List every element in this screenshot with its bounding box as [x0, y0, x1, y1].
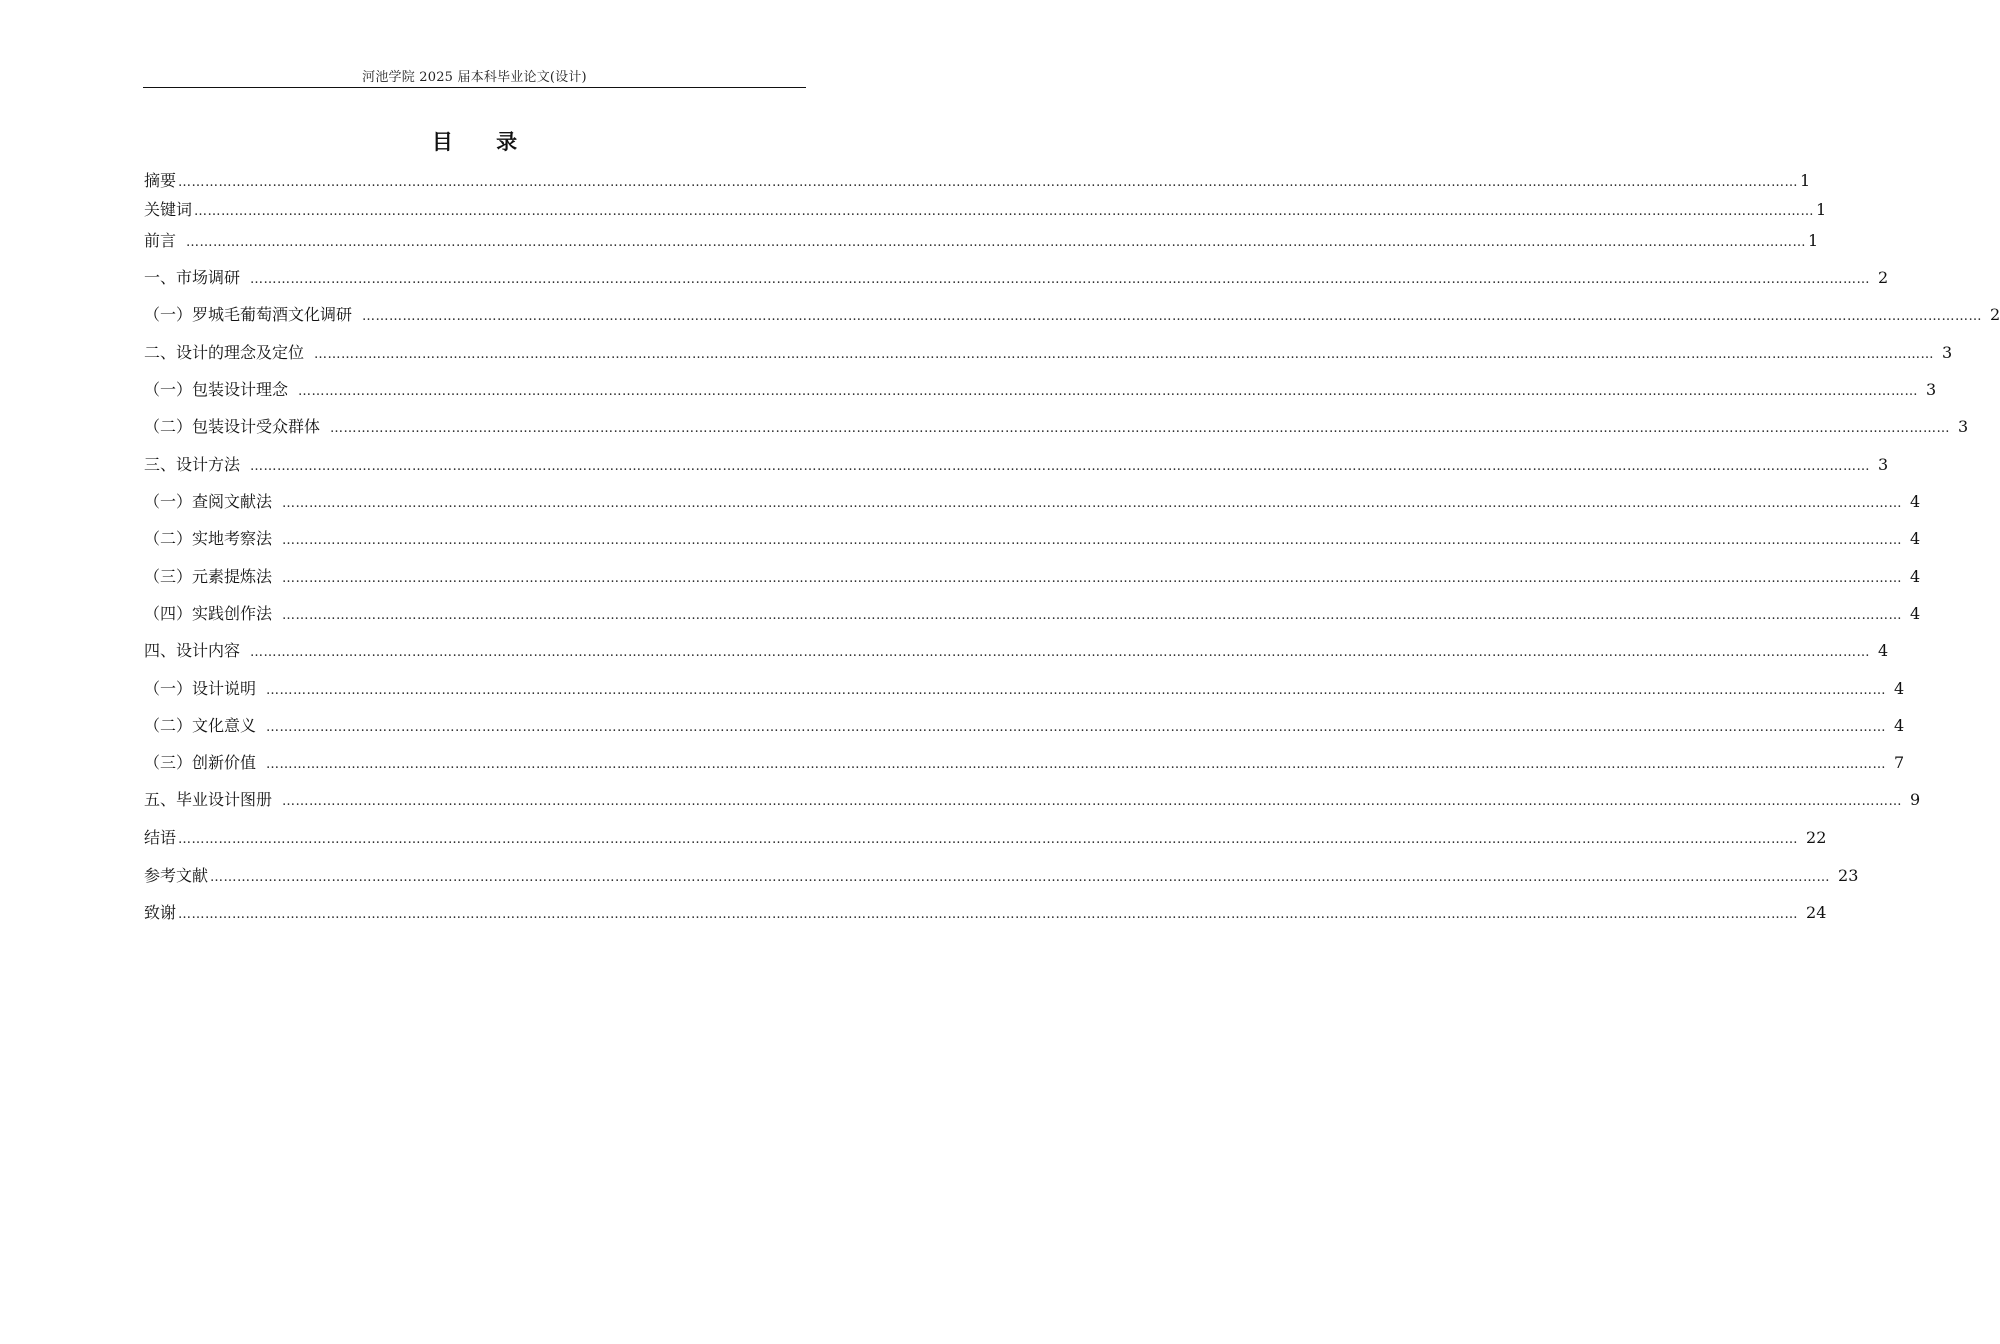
toc-entry[interactable]: [144, 716, 1905, 738]
toc-entry[interactable]: [144, 417, 1969, 439]
toc-entry[interactable]: [144, 604, 1921, 626]
toc-entry-page: 3: [1926, 380, 1937, 399]
toc-entry[interactable]: [144, 380, 1937, 402]
toc-entry-page: 4: [1894, 679, 1905, 698]
toc-entry-label: （一）设计说明: [144, 679, 257, 698]
toc-entry[interactable]: [144, 529, 1921, 551]
toc-entry-label: 摘要: [144, 171, 177, 190]
toc-entry-label: （二）文化意义: [144, 716, 257, 735]
toc-entry-leader: ………………………………………………………………………………………………………………………………………………………………………………………………………………………………………………………………………………………………………………………………: [186, 235, 1807, 250]
toc-entry-leader: ………………………………………………………………………………………………………………………………………………………………………………………………………………………………………………………………………………………………………………………………: [282, 571, 1903, 586]
toc-entry[interactable]: [144, 455, 1889, 477]
toc-entry-page: 4: [1910, 604, 1921, 623]
toc-entry-label: （二）包装设计受众群体: [144, 417, 321, 436]
toc-entry-leader: ………………………………………………………………………………………………………………………………………………………………………………………………………………………………………………………………………………………………………………………………: [362, 309, 1983, 324]
toc-entry-label: 四、设计内容: [144, 641, 241, 660]
toc-entry-page: 4: [1894, 716, 1905, 735]
page-header: 河池学院 2025 届本科毕业论文(设计): [362, 70, 587, 85]
toc-entry-leader: ………………………………………………………………………………………………………………………………………………………………………………………………………………………………………………………………………………………………………………………………: [282, 533, 1903, 548]
toc-entry-page: 4: [1910, 492, 1921, 511]
toc-entry-label: （四）实践创作法: [144, 604, 273, 623]
toc-entry[interactable]: [144, 679, 1905, 701]
toc-entry-page: 7: [1894, 753, 1905, 772]
toc-entry-page: 3: [1878, 455, 1889, 474]
toc-entry-label: 参考文献: [144, 866, 209, 885]
toc-entry[interactable]: [144, 268, 1889, 290]
toc-entry-page: 22: [1806, 828, 1827, 847]
toc-entry-page: 1: [1800, 171, 1811, 190]
toc-entry-page: 24: [1806, 903, 1827, 922]
toc-entry-label: 二、设计的理念及定位: [144, 343, 305, 362]
toc-entry-label: （一）查阅文献法: [144, 492, 273, 511]
toc-entry-leader: ………………………………………………………………………………………………………………………………………………………………………………………………………………………………………………………………………………………………………………………………: [282, 496, 1903, 511]
toc-entry-label: （二）实地考察法: [144, 529, 273, 548]
toc-entry-page: 4: [1878, 641, 1889, 660]
toc-entry-label: （一）罗城毛葡萄酒文化调研: [144, 305, 353, 324]
toc-entry-label: （三）元素提炼法: [144, 567, 273, 586]
toc-entry-leader: ………………………………………………………………………………………………………………………………………………………………………………………………………………………………………………………………………………………………………………………………: [250, 272, 1871, 287]
toc-entry-page: 23: [1838, 866, 1859, 885]
toc-entry[interactable]: [144, 641, 1889, 663]
toc-entry-leader: ………………………………………………………………………………………………………………………………………………………………………………………………………………………………………………………………………………………………………………………………: [282, 608, 1903, 623]
toc-entry-leader: ………………………………………………………………………………………………………………………………………………………………………………………………………………………………………………………………………………………………………………………………: [178, 832, 1799, 847]
toc-entry[interactable]: [144, 231, 1819, 253]
toc-entry-page: 9: [1910, 790, 1921, 809]
toc-entry[interactable]: [144, 492, 1921, 514]
toc-title: 目 录: [431, 130, 536, 154]
toc-entry-label: 关键词: [144, 200, 193, 219]
toc-entry-leader: ………………………………………………………………………………………………………………………………………………………………………………………………………………………………………………………………………………………………………………………………: [298, 384, 1919, 399]
toc-entry-label: 五、毕业设计图册: [144, 790, 273, 809]
toc-entry[interactable]: [144, 866, 1859, 888]
toc-entry-label: 前言: [144, 231, 177, 250]
toc-entry-leader: ………………………………………………………………………………………………………………………………………………………………………………………………………………………………………………………………………………………………………………………………: [330, 421, 1951, 436]
toc-entry-label: 致谢: [144, 903, 177, 922]
toc-entry-page: 3: [1942, 343, 1953, 362]
toc-entry-label: 一、市场调研: [144, 268, 241, 287]
toc-entry-page: 3: [1958, 417, 1969, 436]
toc-entry-page: 4: [1910, 567, 1921, 586]
toc-entry-page: 4: [1910, 529, 1921, 548]
toc-entry-label: （一）包装设计理念: [144, 380, 289, 399]
toc-entry-page: 2: [1990, 305, 2000, 324]
toc-entry-page: 1: [1808, 231, 1819, 250]
toc-entry[interactable]: [144, 200, 1827, 222]
toc-entry-leader: ………………………………………………………………………………………………………………………………………………………………………………………………………………………………………………………………………………………………………………………………: [194, 204, 1815, 219]
toc-entry-label: 三、设计方法: [144, 455, 241, 474]
toc-entry-leader: ………………………………………………………………………………………………………………………………………………………………………………………………………………………………………………………………………………………………………………………………: [210, 870, 1831, 885]
toc-entry-leader: ………………………………………………………………………………………………………………………………………………………………………………………………………………………………………………………………………………………………………………………………: [266, 683, 1887, 698]
toc-entry-leader: ………………………………………………………………………………………………………………………………………………………………………………………………………………………………………………………………………………………………………………………………: [250, 645, 1871, 660]
toc-entry-page: 2: [1878, 268, 1889, 287]
toc-entry[interactable]: [144, 753, 1905, 775]
toc-entry-leader: ………………………………………………………………………………………………………………………………………………………………………………………………………………………………………………………………………………………………………………………………: [178, 175, 1799, 190]
toc-entry-leader: ………………………………………………………………………………………………………………………………………………………………………………………………………………………………………………………………………………………………………………………………: [250, 459, 1871, 474]
toc-entry[interactable]: [144, 343, 1953, 365]
toc-entry[interactable]: [144, 567, 1921, 589]
toc-entry-leader: ………………………………………………………………………………………………………………………………………………………………………………………………………………………………………………………………………………………………………………………………: [266, 720, 1887, 735]
toc-entry-leader: ………………………………………………………………………………………………………………………………………………………………………………………………………………………………………………………………………………………………………………………………: [178, 907, 1799, 922]
toc-entry[interactable]: [144, 305, 2000, 327]
toc-entry[interactable]: [144, 790, 1921, 812]
toc-entry[interactable]: [144, 903, 1827, 925]
toc-entry-label: （三）创新价值: [144, 753, 257, 772]
toc-entry[interactable]: [144, 828, 1827, 850]
toc-entry-page: 1: [1816, 200, 1827, 219]
toc-entry-leader: ………………………………………………………………………………………………………………………………………………………………………………………………………………………………………………………………………………………………………………………………: [282, 794, 1903, 809]
toc-entry[interactable]: [144, 171, 1811, 193]
toc-entry-leader: ………………………………………………………………………………………………………………………………………………………………………………………………………………………………………………………………………………………………………………………………: [314, 347, 1935, 362]
toc-entry-label: 结语: [144, 828, 177, 847]
toc-entry-leader: ………………………………………………………………………………………………………………………………………………………………………………………………………………………………………………………………………………………………………………………………: [266, 757, 1887, 772]
